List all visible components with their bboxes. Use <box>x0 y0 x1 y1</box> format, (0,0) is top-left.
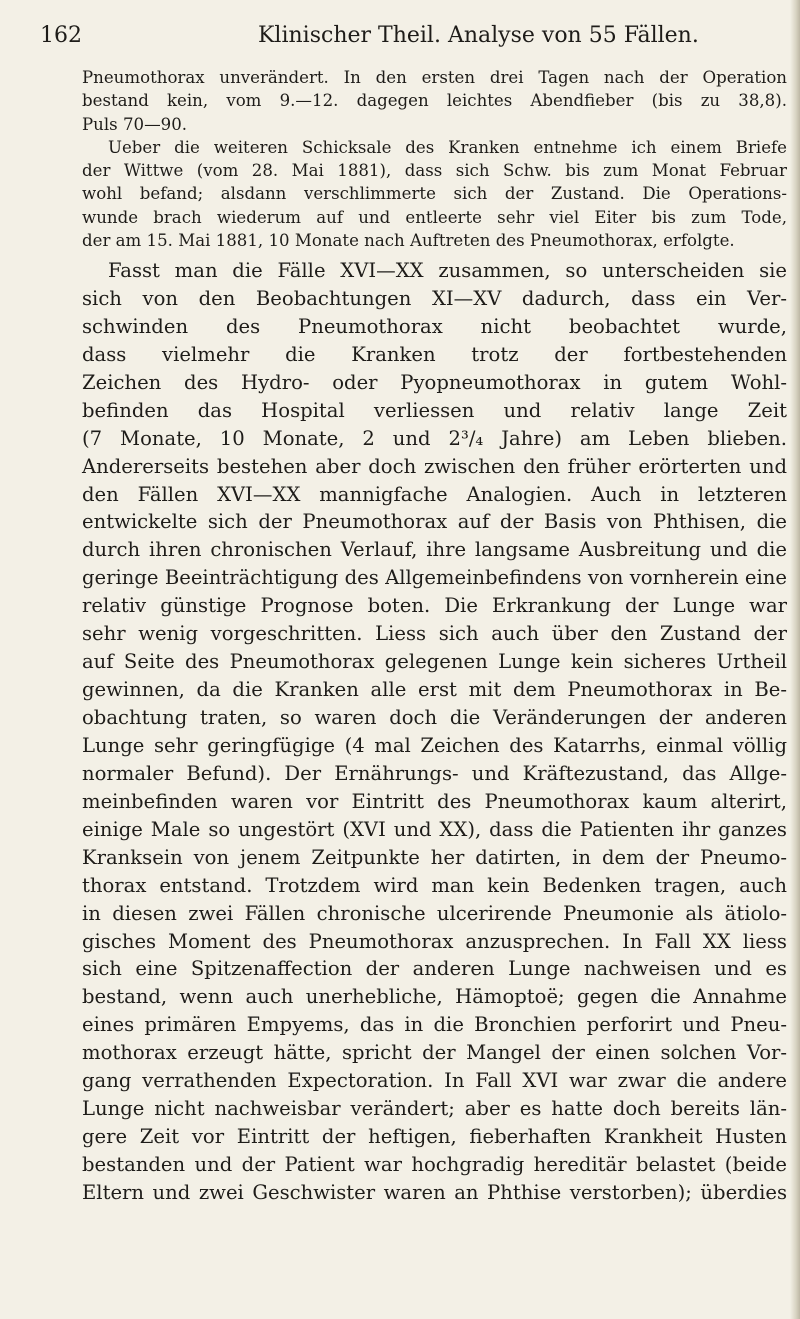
text-line: gisches Moment des Pneumothorax anzusprechen. In Fall XX liess <box>82 929 787 953</box>
text-line: thorax entstand. Trotzdem wird man kein Bedenken tragen, auch <box>82 873 787 897</box>
text-line: Zeichen des Hydro- oder Pyopneumothorax in gutem Wohl- <box>82 370 787 394</box>
text-line: Lunge sehr geringfügige (4 mal Zeichen des Katarrhs, einmal völlig <box>82 733 787 757</box>
text-line: relativ günstige Prognose boten. Die Erkrankung der Lunge war <box>82 594 787 618</box>
text-line: Andererseits bestehen aber doch zwischen den früher erörterten und <box>82 454 787 478</box>
text-line: wohl befand; alsdann verschlimmerte sich der Zustand. Die Operations- <box>82 184 787 204</box>
text-line: gewinnen, da die Kranken alle erst mit dem Pneumothorax in Be- <box>82 678 787 702</box>
text-line: einige Male so ungestört (XVI und XX), dass die Patienten ihr ganzes <box>82 817 787 841</box>
text-line: der Wittwe (vom 28. Mai 1881), dass sich Schw. bis zum Monat Februar <box>82 161 787 181</box>
text-line: bestand kein, vom 9.—12. dagegen leichtes Abendfieber (bis zu 38,8). <box>82 91 787 111</box>
text-line: mothorax erzeugt hätte, spricht der Mangel der einen solchen Vor- <box>82 1041 787 1065</box>
text-line: sich von den Beobachtungen XI—XV dadurch, dass ein Ver- <box>82 286 787 310</box>
page-number: 162 <box>40 23 82 48</box>
text-line: wunde brach wiederum auf und entleerte sehr viel Eiter bis zum Tode, <box>82 207 787 227</box>
text-line: Fasst man die Fälle XVI—XX zusammen, so unterscheiden sie <box>108 259 787 282</box>
text-line: sehr wenig vorgeschritten. Liess sich auch über den Zustand der <box>82 622 787 646</box>
text-line: Eltern und zwei Geschwister waren an Phthise verstorben); überdies <box>82 1180 787 1204</box>
text-line: (7 Monate, 10 Monate, 2 und 2³/₄ Jahre) am Leben blieben. <box>82 426 787 450</box>
text-line: Pneumothorax unverändert. In den ersten drei Tagen nach der Operation <box>82 68 787 87</box>
text-line: dass vielmehr die Kranken trotz der fortbestehenden <box>82 342 787 366</box>
text-line: Lunge nicht nachweisbar verändert; aber es hatte doch bereits län- <box>82 1097 787 1121</box>
text-line: Puls 70—90. <box>82 114 188 134</box>
text-line: bestanden und der Patient war hochgradig hereditär belastet (beide <box>82 1153 787 1176</box>
text-line: der am 15. Mai 1881, 10 Monate nach Auftreten des Pneumothorax, erfolgte. <box>82 231 735 251</box>
page-header <box>40 16 740 56</box>
text-line: in diesen zwei Fällen chronische ulcerirende Pneumonie als ätiolo- <box>82 901 787 925</box>
case-report-paragraph <box>82 66 787 252</box>
text-line: den Fällen XVI—XX mannigfache Analogien. Auch in letzteren <box>82 482 787 506</box>
text-line: gang verrathenden Expectoration. In Fall XVI war zwar die andere <box>82 1069 787 1093</box>
text-line: Kranksein von jenem Zeitpunkte her datirten, in dem der Pneumo- <box>82 845 787 869</box>
text-line: obachtung traten, so waren doch die Veränderungen der anderen <box>82 706 787 729</box>
text-line: geringe Beeinträchtigung des Allgemeinbefindens von vornherein eine <box>82 566 787 590</box>
summary-paragraph <box>82 257 787 1207</box>
running-title: Klinischer Theil. Analyse von 55 Fällen. <box>258 23 699 48</box>
text-line: entwickelte sich der Pneumothorax auf der Basis von Phthisen, die <box>82 510 787 534</box>
text-line: eines primären Empyems, das in die Bronchien perforirt und Pneu- <box>82 1013 787 1037</box>
text-line: auf Seite des Pneumothorax gelegenen Lunge kein sicheres Urtheil <box>82 650 787 674</box>
text-line: sich eine Spitzenaffection der anderen Lunge nachweisen und es <box>82 957 787 981</box>
text-line: normaler Befund). Der Ernährungs- und Kräftezustand, das Allge- <box>82 761 787 785</box>
text-line: schwinden des Pneumothorax nicht beobachtet wurde, <box>82 314 787 338</box>
text-line: meinbefinden waren vor Eintritt des Pneumothorax kaum alterirt, <box>82 789 787 813</box>
page-edge-shadow <box>790 0 800 1319</box>
text-line: befinden das Hospital verliessen und relativ lange Zeit <box>82 398 787 422</box>
text-line: Ueber die weiteren Schicksale des Kranken entnehme ich einem Briefe <box>108 137 787 157</box>
text-line: durch ihren chronischen Verlauf, ihre langsame Ausbreitung und die <box>82 538 787 562</box>
text-line: bestand, wenn auch unerhebliche, Hämoptoë; gegen die Annahme <box>82 985 787 1009</box>
text-line: gere Zeit vor Eintritt der heftigen, fieberhaften Krankheit Husten <box>82 1125 787 1149</box>
